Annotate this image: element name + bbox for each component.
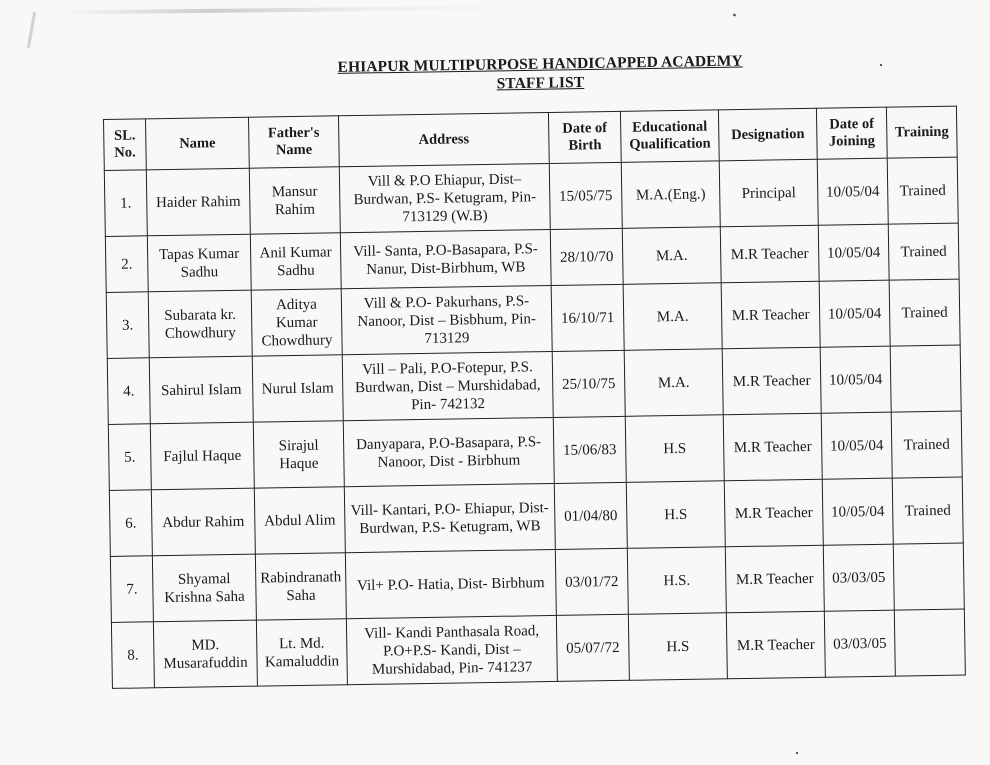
cell-designation: M.R Teacher <box>721 281 820 349</box>
cell-designation: M.R Teacher <box>724 479 823 547</box>
cell-date-of-birth: 05/07/72 <box>556 614 629 681</box>
cell-training: Trained <box>891 411 962 478</box>
header-training: Training <box>886 106 957 158</box>
header-date-of-birth: Date of Birth <box>548 111 621 163</box>
cell-date-of-joining: 10/05/04 <box>822 478 893 545</box>
cell-designation: M.R Teacher <box>720 225 819 283</box>
cell-date-of-birth: 16/10/71 <box>551 284 624 351</box>
scan-speck <box>796 752 798 754</box>
cell-sl-no: 8. <box>111 622 154 689</box>
cell-training <box>893 543 964 610</box>
header-address: Address <box>338 113 549 167</box>
cell-fathers-name: Sirajul Haque <box>253 421 344 488</box>
cell-sl-no: 1. <box>104 170 147 237</box>
cell-sl-no: 4. <box>107 358 150 425</box>
document-subtitle: STAFF LIST <box>496 74 585 93</box>
cell-designation: M.R Teacher <box>723 413 822 481</box>
cell-fathers-name: Rabindranath Saha <box>255 553 346 620</box>
cell-date-of-joining: 10/05/04 <box>818 224 889 281</box>
cell-date-of-birth: 01/04/80 <box>554 482 627 549</box>
header-date-of-joining: Date of Joining <box>816 107 887 159</box>
staff-table-container <box>103 106 966 689</box>
cell-sl-no: 3. <box>106 292 149 359</box>
cell-sl-no: 2. <box>105 236 148 293</box>
cell-training <box>894 609 965 676</box>
cell-address: Vill- Kandi Panthasala Road, P.O+P.S- Kandi, Dist – Murshidabad, Pin- 741237 <box>346 615 557 684</box>
cell-fathers-name: Aditya Kumar Chowdhury <box>251 289 342 356</box>
document-title: EHIAPUR MULTIPURPOSE HANDICAPPED ACADEMY <box>337 52 743 76</box>
document-header <box>330 51 751 96</box>
cell-fathers-name: Lt. Md. Kamaluddin <box>256 619 347 686</box>
cell-date-of-joining: 03/03/05 <box>823 544 894 611</box>
cell-training: Trained <box>889 279 960 346</box>
cell-qualification: M.A. <box>624 349 723 417</box>
cell-name: Abdur Rahim <box>151 488 255 556</box>
cell-date-of-birth: 15/05/75 <box>549 162 622 229</box>
header-name: Name <box>146 117 250 170</box>
cell-qualification: M.A. <box>622 227 721 285</box>
cell-qualification: H.S <box>628 613 727 681</box>
cell-date-of-joining: 10/05/04 <box>819 280 890 347</box>
cell-address: Danyapara, P.O-Basapara, P.S- Nanoor, Dist - Birbhum <box>343 417 554 486</box>
cell-fathers-name: Anil Kumar Sadhu <box>250 233 341 290</box>
cell-qualification: H.S <box>625 415 724 483</box>
cell-training <box>890 345 961 412</box>
cell-date-of-birth: 03/01/72 <box>555 548 628 615</box>
cell-sl-no: 5. <box>108 424 151 491</box>
scan-artifact-top <box>60 6 520 15</box>
cell-name: Tapas Kumar Sadhu <box>147 234 251 292</box>
cell-fathers-name: Mansur Rahim <box>249 167 340 234</box>
cell-designation: Principal <box>719 159 818 227</box>
cell-address: Vill & P.O- Pakurhans, P.S- Nanoor, Dist – Bisbhum, Pin- 713129 <box>341 285 552 354</box>
cell-address: Vill & P.O Ehiapur, Dist– Burdwan, P.S- Ketugram, Pin- 713129 (W.B) <box>339 163 550 232</box>
staff-list-table <box>103 106 966 689</box>
cell-qualification: H.S <box>626 481 725 549</box>
cell-fathers-name: Nurul Islam <box>252 355 343 422</box>
cell-date-of-joining: 10/05/04 <box>821 412 892 479</box>
scan-artifact-left <box>27 12 36 48</box>
cell-date-of-birth: 28/10/70 <box>550 228 623 285</box>
cell-address: Vill- Santa, P.O-Basapara, P.S- Nanur, Dist-Birbhum, WB <box>340 229 551 288</box>
cell-name: Haider Rahim <box>146 168 250 236</box>
cell-qualification: M.A.(Eng.) <box>621 161 720 229</box>
cell-date-of-birth: 25/10/75 <box>552 350 625 417</box>
cell-training: Trained <box>887 157 958 224</box>
cell-date-of-joining: 03/03/05 <box>824 610 895 677</box>
header-designation: Designation <box>718 108 817 161</box>
header-educational-qualification: Educational Qualification <box>620 110 719 163</box>
cell-designation: M.R Teacher <box>722 347 821 415</box>
cell-training: Trained <box>892 477 963 544</box>
table-row <box>111 609 965 688</box>
cell-date-of-joining: 10/05/04 <box>820 346 891 413</box>
cell-address: Vil+ P.O- Hatia, Dist- Birbhum <box>345 549 556 618</box>
cell-qualification: H.S. <box>627 547 726 615</box>
cell-address: Vill- Kantari, P.O- Ehiapur, Dist- Burdwan, P.S- Ketugram, WB <box>344 483 555 552</box>
header-fathers-name: Father's Name <box>248 116 339 168</box>
scan-speck <box>733 13 737 16</box>
cell-sl-no: 7. <box>110 556 153 623</box>
cell-qualification: M.A. <box>623 283 722 351</box>
cell-sl-no: 6. <box>109 490 152 557</box>
cell-date-of-joining: 10/05/04 <box>817 158 888 225</box>
cell-name: Fajlul Haque <box>150 422 254 490</box>
cell-designation: M.R Teacher <box>725 545 824 613</box>
cell-name: Subarata kr. Chowdhury <box>148 290 252 358</box>
cell-address: Vill – Pali, P.O-Fotepur, P.S. Burdwan, Dist – Murshidabad, Pin- 742132 <box>342 351 553 420</box>
cell-fathers-name: Abdul Alim <box>254 487 345 554</box>
cell-name: MD. Musarafuddin <box>153 620 257 688</box>
cell-training: Trained <box>888 223 959 280</box>
cell-designation: M.R Teacher <box>726 611 825 679</box>
scan-speck <box>880 64 882 66</box>
cell-name: Sahirul Islam <box>149 356 253 424</box>
cell-date-of-birth: 15/06/83 <box>553 416 626 483</box>
header-sl-no: SL. No. <box>104 119 147 171</box>
cell-name: Shyamal Krishna Saha <box>152 554 256 622</box>
